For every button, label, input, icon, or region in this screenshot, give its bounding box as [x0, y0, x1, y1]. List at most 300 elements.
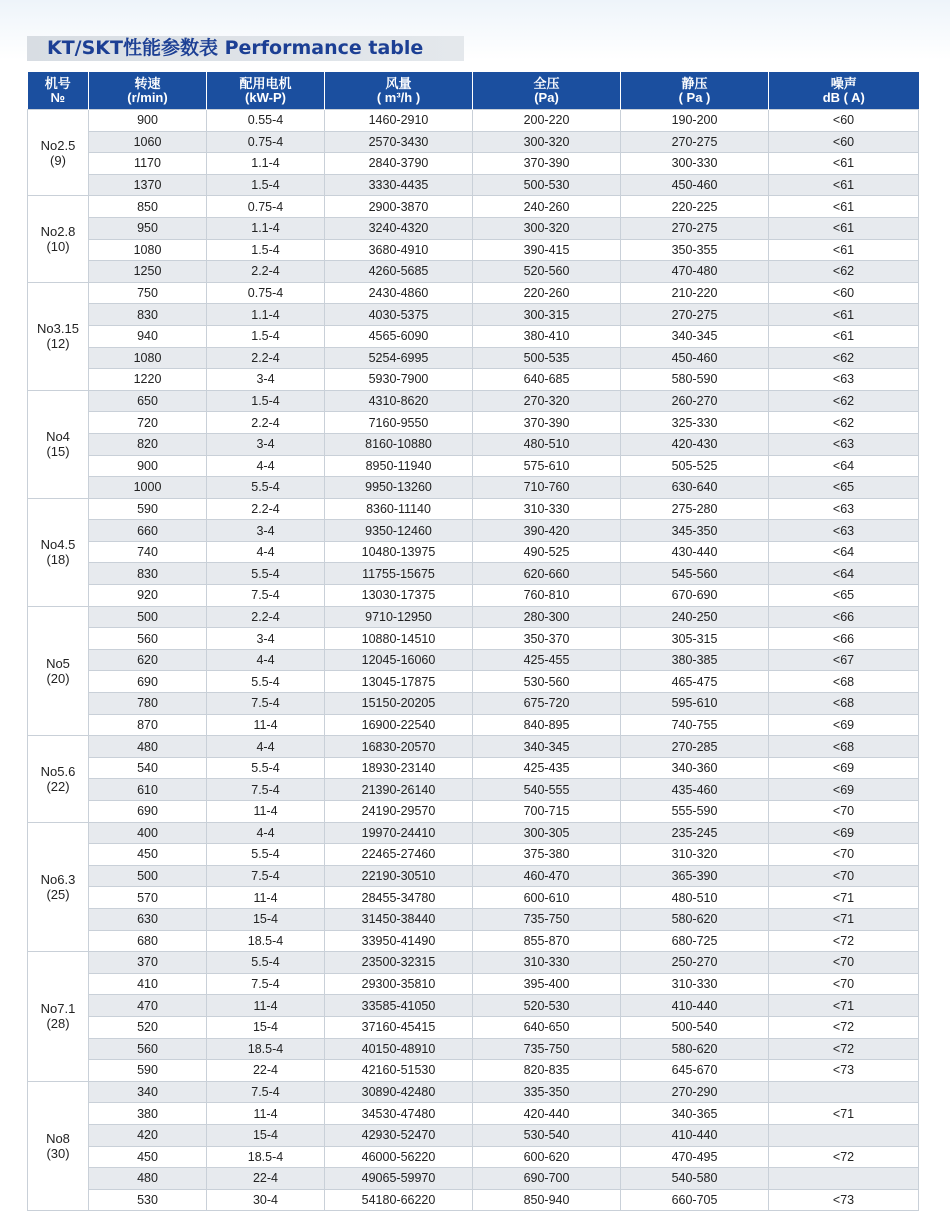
static-pressure-cell: 305-315	[621, 628, 769, 650]
model-code: (30)	[46, 1146, 70, 1161]
table-row	[28, 736, 919, 758]
static-pressure-cell: 470-495	[621, 1146, 769, 1168]
airflow-cell: 4260-5685	[325, 261, 473, 283]
noise-cell: <68	[769, 736, 919, 758]
table-row	[28, 865, 919, 887]
speed-cell: 610	[89, 779, 207, 801]
table-row	[28, 1103, 919, 1125]
model-number: No8	[46, 1131, 70, 1146]
total-pressure-cell: 840-895	[473, 714, 621, 736]
airflow-cell: 8950-11940	[325, 455, 473, 477]
airflow-cell: 28455-34780	[325, 887, 473, 909]
noise-cell: <62	[769, 261, 919, 283]
total-pressure-cell: 310-330	[473, 498, 621, 520]
speed-cell: 1220	[89, 369, 207, 391]
header-static-pressure	[621, 72, 769, 110]
speed-cell: 630	[89, 908, 207, 930]
table-row	[28, 628, 919, 650]
performance-table	[27, 72, 919, 1211]
noise-cell: <70	[769, 844, 919, 866]
static-pressure-cell: 680-725	[621, 930, 769, 952]
total-pressure-cell: 350-370	[473, 628, 621, 650]
speed-cell: 780	[89, 693, 207, 715]
motor-cell: 7.5-4	[207, 585, 325, 607]
motor-cell: 1.1-4	[207, 304, 325, 326]
model-code: (12)	[46, 336, 70, 352]
total-pressure-cell: 310-330	[473, 952, 621, 974]
airflow-cell: 33585-41050	[325, 995, 473, 1017]
model-cell	[28, 390, 89, 498]
speed-cell: 560	[89, 1038, 207, 1060]
noise-cell: <66	[769, 606, 919, 628]
table-row	[28, 455, 919, 477]
total-pressure-cell: 300-320	[473, 217, 621, 239]
static-pressure-cell: 380-385	[621, 649, 769, 671]
total-pressure-cell: 270-320	[473, 390, 621, 412]
motor-cell: 1.5-4	[207, 239, 325, 261]
static-pressure-cell: 645-670	[621, 1060, 769, 1082]
table-row	[28, 1189, 919, 1211]
airflow-cell: 23500-32315	[325, 952, 473, 974]
speed-cell: 530	[89, 1189, 207, 1211]
static-pressure-cell: 270-275	[621, 217, 769, 239]
table-row	[28, 649, 919, 671]
total-pressure-cell: 600-610	[473, 887, 621, 909]
model-number: No5	[46, 655, 70, 671]
speed-cell: 650	[89, 390, 207, 412]
table-row	[28, 714, 919, 736]
airflow-cell: 24190-29570	[325, 801, 473, 823]
airflow-cell: 42160-51530	[325, 1060, 473, 1082]
noise-cell: <62	[769, 347, 919, 369]
airflow-cell: 4565-6090	[325, 325, 473, 347]
static-pressure-cell: 660-705	[621, 1189, 769, 1211]
airflow-cell: 10880-14510	[325, 628, 473, 650]
total-pressure-cell: 575-610	[473, 455, 621, 477]
static-pressure-cell: 670-690	[621, 585, 769, 607]
motor-cell: 2.2-4	[207, 347, 325, 369]
motor-cell: 5.5-4	[207, 952, 325, 974]
static-pressure-cell: 435-460	[621, 779, 769, 801]
total-pressure-cell: 850-940	[473, 1189, 621, 1211]
motor-cell: 22-4	[207, 1168, 325, 1190]
static-pressure-cell: 220-225	[621, 196, 769, 218]
table-row	[28, 196, 919, 218]
model-code: (15)	[46, 444, 70, 460]
static-pressure-cell: 190-200	[621, 110, 769, 132]
total-pressure-cell: 375-380	[473, 844, 621, 866]
noise-cell: <69	[769, 757, 919, 779]
airflow-cell: 19970-24410	[325, 822, 473, 844]
speed-cell: 720	[89, 412, 207, 434]
airflow-cell: 15150-20205	[325, 693, 473, 715]
airflow-cell: 22190-30510	[325, 865, 473, 887]
airflow-cell: 10480-13975	[325, 541, 473, 563]
airflow-cell: 13030-17375	[325, 585, 473, 607]
noise-cell: <62	[769, 412, 919, 434]
total-pressure-cell: 520-560	[473, 261, 621, 283]
table-row	[28, 217, 919, 239]
header-total-pressure-line2: (Pa)	[534, 89, 559, 105]
static-pressure-cell: 350-355	[621, 239, 769, 261]
total-pressure-cell: 420-440	[473, 1103, 621, 1125]
speed-cell: 570	[89, 887, 207, 909]
model-cell	[28, 606, 89, 736]
speed-cell: 1250	[89, 261, 207, 283]
airflow-cell: 4310-8620	[325, 390, 473, 412]
total-pressure-cell: 300-315	[473, 304, 621, 326]
speed-cell: 380	[89, 1103, 207, 1125]
model-cell	[28, 822, 89, 952]
model-cell	[28, 952, 89, 1082]
model-code: (25)	[46, 886, 70, 902]
total-pressure-cell: 490-525	[473, 541, 621, 563]
airflow-cell: 16900-22540	[325, 714, 473, 736]
airflow-cell: 4030-5375	[325, 304, 473, 326]
speed-cell: 450	[89, 844, 207, 866]
table-row	[28, 1081, 919, 1103]
speed-cell: 680	[89, 930, 207, 952]
speed-cell: 540	[89, 757, 207, 779]
table-row	[28, 779, 919, 801]
motor-cell: 5.5-4	[207, 477, 325, 499]
static-pressure-cell: 505-525	[621, 455, 769, 477]
table-row	[28, 174, 919, 196]
total-pressure-cell: 300-320	[473, 131, 621, 153]
noise-cell: <69	[769, 822, 919, 844]
airflow-cell: 16830-20570	[325, 736, 473, 758]
motor-cell: 15-4	[207, 1016, 325, 1038]
speed-cell: 690	[89, 671, 207, 693]
noise-cell: <69	[769, 714, 919, 736]
table-row	[28, 433, 919, 455]
total-pressure-cell: 690-700	[473, 1168, 621, 1190]
motor-cell: 0.75-4	[207, 131, 325, 153]
model-cell	[28, 196, 89, 282]
total-pressure-cell: 425-435	[473, 757, 621, 779]
header-noise-line1: 噪声	[830, 75, 857, 91]
speed-cell: 480	[89, 1168, 207, 1190]
airflow-cell: 9350-12460	[325, 520, 473, 542]
static-pressure-cell: 580-620	[621, 1038, 769, 1060]
model-number: No2.8	[40, 224, 76, 240]
noise-cell: <66	[769, 628, 919, 650]
table-row	[28, 952, 919, 974]
header-motor-line1: 配用电机	[239, 75, 292, 91]
airflow-cell: 49065-59970	[325, 1168, 473, 1190]
header-total-pressure-line1: 全压	[533, 75, 560, 91]
model-number: No6.3	[40, 871, 76, 887]
motor-cell: 3-4	[207, 520, 325, 542]
noise-cell: <63	[769, 369, 919, 391]
header-noise	[769, 72, 919, 110]
noise-cell: <60	[769, 282, 919, 304]
speed-cell: 940	[89, 325, 207, 347]
noise-cell: <70	[769, 952, 919, 974]
total-pressure-cell: 335-350	[473, 1081, 621, 1103]
airflow-cell: 9710-12950	[325, 606, 473, 628]
noise-cell: <64	[769, 541, 919, 563]
noise-cell: <69	[769, 779, 919, 801]
noise-cell: <62	[769, 390, 919, 412]
airflow-cell: 29300-35810	[325, 973, 473, 995]
motor-cell: 2.2-4	[207, 261, 325, 283]
table-row	[28, 887, 919, 909]
airflow-cell: 34530-47480	[325, 1103, 473, 1125]
static-pressure-cell: 240-250	[621, 606, 769, 628]
total-pressure-cell: 540-555	[473, 779, 621, 801]
speed-cell: 850	[89, 196, 207, 218]
noise-cell: <67	[769, 649, 919, 671]
motor-cell: 11-4	[207, 714, 325, 736]
header-airflow-line1: 风量	[385, 75, 412, 91]
speed-cell: 620	[89, 649, 207, 671]
motor-cell: 7.5-4	[207, 1081, 325, 1103]
airflow-cell: 30890-42480	[325, 1081, 473, 1103]
airflow-cell: 2570-3430	[325, 131, 473, 153]
table-row	[28, 844, 919, 866]
motor-cell: 11-4	[207, 1103, 325, 1125]
noise-cell: <72	[769, 1146, 919, 1168]
header-model	[28, 72, 89, 110]
airflow-cell: 31450-38440	[325, 908, 473, 930]
motor-cell: 0.75-4	[207, 196, 325, 218]
table-row	[28, 477, 919, 499]
speed-cell: 870	[89, 714, 207, 736]
motor-cell: 5.5-4	[207, 671, 325, 693]
total-pressure-cell: 735-750	[473, 1038, 621, 1060]
static-pressure-cell: 275-280	[621, 498, 769, 520]
header-total-pressure	[473, 72, 621, 110]
total-pressure-cell: 460-470	[473, 865, 621, 887]
motor-cell: 7.5-4	[207, 693, 325, 715]
noise-cell: <60	[769, 131, 919, 153]
total-pressure-cell: 600-620	[473, 1146, 621, 1168]
table-row	[28, 282, 919, 304]
model-code: (10)	[46, 239, 70, 255]
airflow-cell: 33950-41490	[325, 930, 473, 952]
airflow-cell: 22465-27460	[325, 844, 473, 866]
motor-cell: 15-4	[207, 908, 325, 930]
motor-cell: 2.2-4	[207, 498, 325, 520]
model-cell	[28, 282, 89, 390]
table-row	[28, 1124, 919, 1146]
motor-cell: 3-4	[207, 628, 325, 650]
header-motor-line2: (kW-P)	[245, 89, 286, 105]
static-pressure-cell: 430-440	[621, 541, 769, 563]
airflow-cell: 13045-17875	[325, 671, 473, 693]
airflow-cell: 3330-4435	[325, 174, 473, 196]
table-row	[28, 1146, 919, 1168]
noise-cell: <70	[769, 865, 919, 887]
static-pressure-cell: 465-475	[621, 671, 769, 693]
speed-cell: 500	[89, 865, 207, 887]
noise-cell: <68	[769, 693, 919, 715]
speed-cell: 750	[89, 282, 207, 304]
static-pressure-cell: 340-345	[621, 325, 769, 347]
total-pressure-cell: 530-540	[473, 1124, 621, 1146]
header-model-line2: №	[50, 89, 65, 105]
model-number: No2.5	[40, 137, 76, 153]
table-row	[28, 520, 919, 542]
speed-cell: 370	[89, 952, 207, 974]
noise-cell: <73	[769, 1060, 919, 1082]
model-code: (22)	[46, 778, 70, 794]
model-code: (20)	[46, 670, 70, 686]
airflow-cell: 46000-56220	[325, 1146, 473, 1168]
airflow-cell: 12045-16060	[325, 649, 473, 671]
total-pressure-cell: 700-715	[473, 801, 621, 823]
speed-cell: 950	[89, 217, 207, 239]
total-pressure-cell: 240-260	[473, 196, 621, 218]
speed-cell: 560	[89, 628, 207, 650]
noise-cell: <63	[769, 520, 919, 542]
model-cell	[28, 1081, 89, 1211]
noise-cell: <61	[769, 217, 919, 239]
speed-cell: 410	[89, 973, 207, 995]
speed-cell: 740	[89, 541, 207, 563]
total-pressure-cell: 855-870	[473, 930, 621, 952]
table-row	[28, 693, 919, 715]
noise-cell: <72	[769, 930, 919, 952]
static-pressure-cell: 740-755	[621, 714, 769, 736]
table-row	[28, 1168, 919, 1190]
total-pressure-cell: 620-660	[473, 563, 621, 585]
total-pressure-cell: 520-530	[473, 995, 621, 1017]
noise-cell: <61	[769, 153, 919, 175]
total-pressure-cell: 530-560	[473, 671, 621, 693]
table-row	[28, 541, 919, 563]
speed-cell: 1060	[89, 131, 207, 153]
airflow-cell: 2430-4860	[325, 282, 473, 304]
motor-cell: 3-4	[207, 433, 325, 455]
static-pressure-cell: 580-590	[621, 369, 769, 391]
motor-cell: 1.1-4	[207, 217, 325, 239]
total-pressure-cell: 390-415	[473, 239, 621, 261]
speed-cell: 450	[89, 1146, 207, 1168]
model-number: No3.15	[37, 321, 79, 337]
noise-cell: <64	[769, 455, 919, 477]
static-pressure-cell: 580-620	[621, 908, 769, 930]
noise-cell: <61	[769, 196, 919, 218]
header-model-line1: 机号	[44, 75, 71, 91]
table-row	[28, 930, 919, 952]
motor-cell: 1.5-4	[207, 390, 325, 412]
motor-cell: 18.5-4	[207, 1038, 325, 1060]
motor-cell: 30-4	[207, 1189, 325, 1211]
header-speed	[89, 72, 207, 110]
total-pressure-cell: 220-260	[473, 282, 621, 304]
static-pressure-cell: 420-430	[621, 433, 769, 455]
static-pressure-cell: 450-460	[621, 347, 769, 369]
table-row	[28, 390, 919, 412]
total-pressure-cell: 735-750	[473, 908, 621, 930]
speed-cell: 660	[89, 520, 207, 542]
speed-cell: 690	[89, 801, 207, 823]
airflow-cell: 1460-2910	[325, 110, 473, 132]
header-airflow	[325, 72, 473, 110]
motor-cell: 1.5-4	[207, 325, 325, 347]
motor-cell: 22-4	[207, 1060, 325, 1082]
static-pressure-cell: 410-440	[621, 995, 769, 1017]
noise-cell: <65	[769, 585, 919, 607]
motor-cell: 4-4	[207, 541, 325, 563]
static-pressure-cell: 345-350	[621, 520, 769, 542]
motor-cell: 0.55-4	[207, 110, 325, 132]
model-number: No5.6	[40, 763, 76, 779]
table-row	[28, 801, 919, 823]
model-code: (9)	[50, 152, 66, 168]
motor-cell: 5.5-4	[207, 844, 325, 866]
speed-cell: 520	[89, 1016, 207, 1038]
total-pressure-cell: 425-455	[473, 649, 621, 671]
table-row	[28, 498, 919, 520]
airflow-cell: 2900-3870	[325, 196, 473, 218]
speed-cell: 920	[89, 585, 207, 607]
static-pressure-cell: 540-580	[621, 1168, 769, 1190]
motor-cell: 3-4	[207, 369, 325, 391]
noise-cell: <63	[769, 433, 919, 455]
motor-cell: 4-4	[207, 736, 325, 758]
total-pressure-cell: 200-220	[473, 110, 621, 132]
airflow-cell: 40150-48910	[325, 1038, 473, 1060]
motor-cell: 2.2-4	[207, 606, 325, 628]
total-pressure-cell: 760-810	[473, 585, 621, 607]
total-pressure-cell: 395-400	[473, 973, 621, 995]
noise-cell	[769, 1124, 919, 1146]
table-row	[28, 325, 919, 347]
airflow-cell: 42930-52470	[325, 1124, 473, 1146]
table-row	[28, 1038, 919, 1060]
total-pressure-cell: 280-300	[473, 606, 621, 628]
noise-cell	[769, 1168, 919, 1190]
airflow-cell: 2840-3790	[325, 153, 473, 175]
header-noise-line2: dB ( A)	[822, 89, 865, 105]
speed-cell: 820	[89, 433, 207, 455]
speed-cell: 830	[89, 304, 207, 326]
speed-cell: 1080	[89, 347, 207, 369]
motor-cell: 4-4	[207, 822, 325, 844]
airflow-cell: 21390-26140	[325, 779, 473, 801]
speed-cell: 420	[89, 1124, 207, 1146]
static-pressure-cell: 325-330	[621, 412, 769, 434]
speed-cell: 900	[89, 110, 207, 132]
motor-cell: 15-4	[207, 1124, 325, 1146]
total-pressure-cell: 675-720	[473, 693, 621, 715]
table-row	[28, 131, 919, 153]
static-pressure-cell: 270-275	[621, 304, 769, 326]
table-row	[28, 110, 919, 132]
airflow-cell: 7160-9550	[325, 412, 473, 434]
speed-cell: 900	[89, 455, 207, 477]
static-pressure-cell: 210-220	[621, 282, 769, 304]
speed-cell: 500	[89, 606, 207, 628]
static-pressure-cell: 260-270	[621, 390, 769, 412]
noise-cell: <71	[769, 1103, 919, 1125]
motor-cell: 5.5-4	[207, 563, 325, 585]
noise-cell: <63	[769, 498, 919, 520]
motor-cell: 11-4	[207, 801, 325, 823]
motor-cell: 4-4	[207, 455, 325, 477]
model-number: No4.5	[40, 537, 76, 553]
header-airflow-line2: ( m³/h )	[376, 89, 421, 105]
static-pressure-cell: 300-330	[621, 153, 769, 175]
table-row	[28, 563, 919, 585]
noise-cell: <65	[769, 477, 919, 499]
speed-cell: 1000	[89, 477, 207, 499]
motor-cell: 1.5-4	[207, 174, 325, 196]
airflow-cell: 54180-66220	[325, 1189, 473, 1211]
